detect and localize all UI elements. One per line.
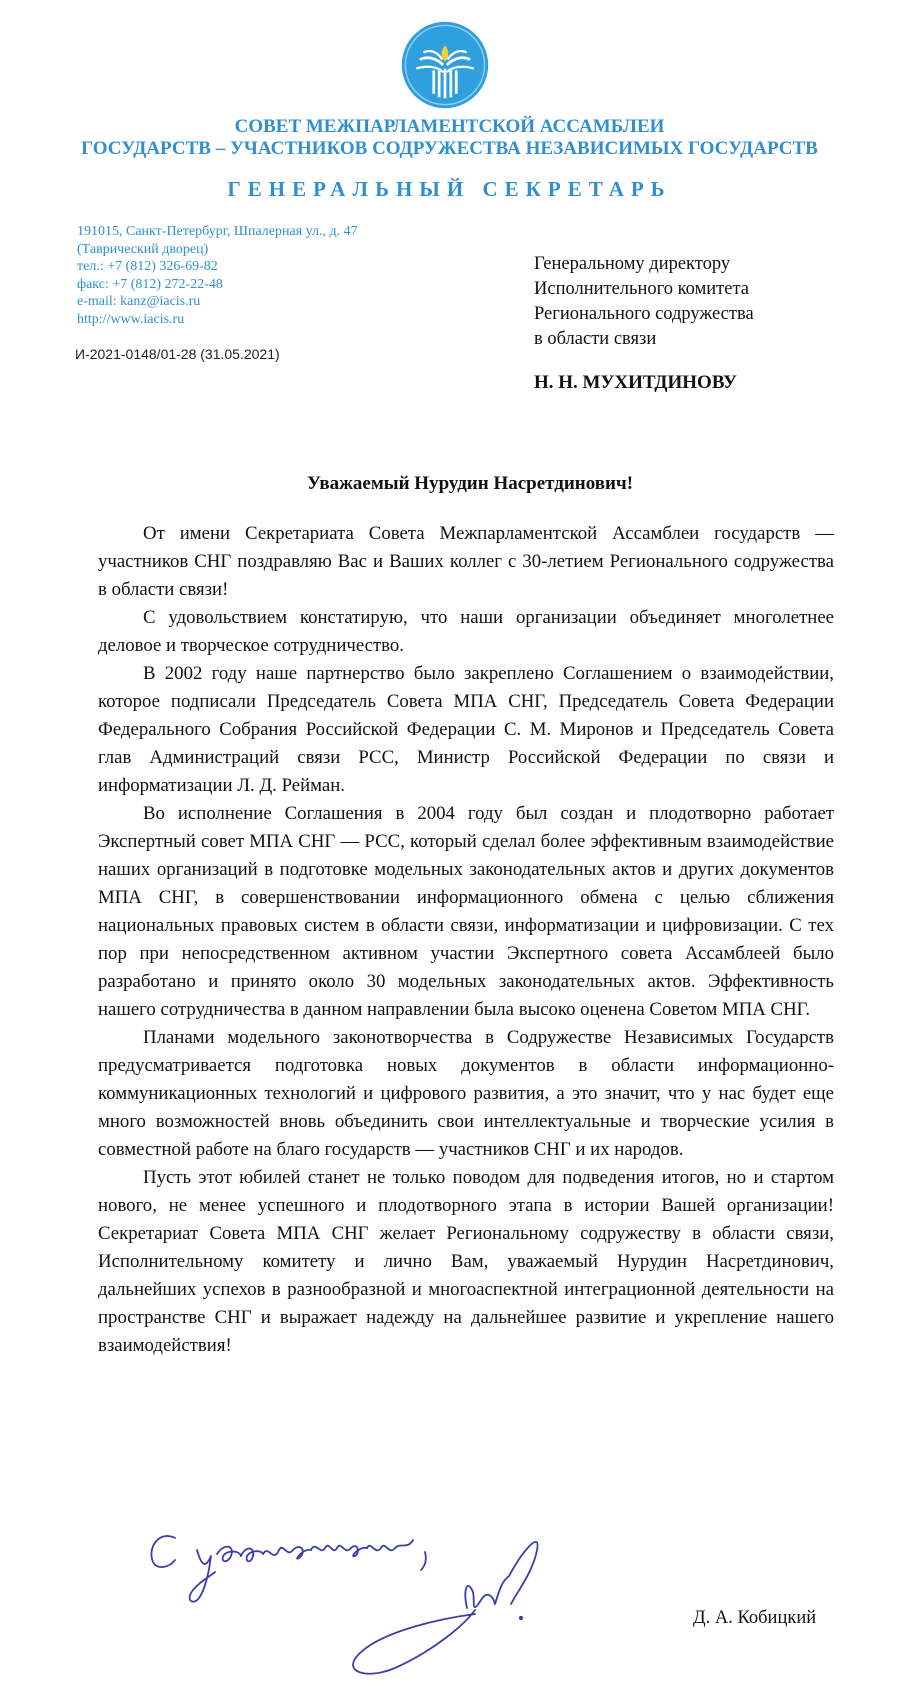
salutation: Уважаемый Нурудин Насретдинович! (306, 473, 634, 494)
fax-number: факс: +7 (812) 272-22-48 (77, 276, 223, 292)
address-building: (Таврический дворец) (77, 241, 209, 257)
iacis-emblem-logo (400, 20, 490, 110)
addressee-name: Н. Н. МУХИТДИНОВУ (534, 372, 737, 393)
website-url: http://www.iacis.ru (77, 311, 185, 327)
addressee-line2: Исполнительного комитета (534, 279, 749, 299)
signer-name: Д. А. Кобицкий (693, 1608, 817, 1628)
body-paragraph: В 2002 году наше партнерство было закреплено Соглашением о взаимодействии, которое подписали Председатель Совета МПА СНГ, Председатель Совета Федерации Федерального Собрания Российской Федерации С. М. Миронов и Председатель Совета глав Администраций связи РСС, Министр Российской Федерации по связи и информатизации Л. Д. Рейман. (98, 663, 834, 796)
body-paragraph: Планами модельного законотворчества в Содружестве Независимых Государств предусматривается подготовка новых документов в области информационно-коммуникационных технологий и цифрового развития, а это значит, что у нас будет еще много возможностей вновь объединить свои интеллектуальные и творческие усилия в совместной работе на благо государств — участников СНГ и их народов. (98, 1027, 834, 1160)
addressee-block (534, 252, 864, 352)
outgoing-document-number: И-2021-0148/01-28 (31.05.2021) (75, 346, 280, 362)
body-paragraph: Во исполнение Соглашения в 2004 году был создан и плодотворно работает Экспертный совет МПА СНГ — РСС, который сделал более эффективным взаимодействие наших организаций в подготовке модельных законодательных актов и других документов МПА СНГ, в совершенствовании информационного обмена с целью сближения национальных правовых систем в области связи, информатизации и цифровизации. С тех пор при непосредственном активном участии Экспертного совета Ассамблеей было разработано и принято около 30 модельных законодательных актов. Эффективность нашего сотрудничества в данном направлении была высоко оценена Советом МПА СНГ. (98, 803, 834, 1020)
organization-title-line2: ГОСУДАРСТВ – УЧАСТНИКОВ СОДРУЖЕСТВА НЕЗАВИСИМЫХ ГОСУДАРСТВ (81, 138, 818, 159)
organization-title-line1: СОВЕТ МЕЖПАРЛАМЕНТСКОЙ АССАМБЛЕИ (234, 116, 665, 137)
phone-number: тел.: +7 (812) 326-69-82 (77, 259, 218, 274)
contact-block (77, 223, 417, 328)
body-paragraph: С удовольствием констатирую, что наши организации объединяет многолетнее деловое и творческое сотрудничество. (98, 607, 834, 656)
addressee-line1: Генеральному директору (534, 254, 731, 274)
addressee-line4: в области связи (534, 329, 657, 349)
body-paragraph: От имени Секретариата Совета Межпарламентской Ассамблеи государств — участников СНГ поздравляю Вас и Ваших коллег с 30-летием Регионального содружества в области связи! (98, 523, 834, 600)
email-address: e-mail: kanz@iacis.ru (77, 294, 201, 309)
addressee-line3: Регионального содружества (534, 304, 754, 324)
handwritten-signature (145, 1520, 585, 1680)
letter-body (98, 520, 834, 1360)
closing-text-hidden: С уважением, (145, 1520, 151, 1521)
position-title: ГЕНЕРАЛЬНЫЙ СЕКРЕТАРЬ (227, 177, 672, 201)
address-line: 191015, Санкт-Петербург, Шпалерная ул., д. 47 (77, 224, 358, 239)
body-paragraph: Пусть этот юбилей станет не только поводом для подведения итогов, но и стартом нового, не менее успешного и плодотворного этапа в истории Вашей организации! Секретариат Совета МПА СНГ желает Региональному содружеству в области связи, Исполнительному комитету и лично Вам, уважаемый Нурудин Насретдинович, дальнейших успехов в разнообразной и многоаспектной интеграционной деятельности на пространстве СНГ и выражает надежду на дальнейшее развитие и укрепление нашего взаимодействия! (98, 1167, 834, 1356)
